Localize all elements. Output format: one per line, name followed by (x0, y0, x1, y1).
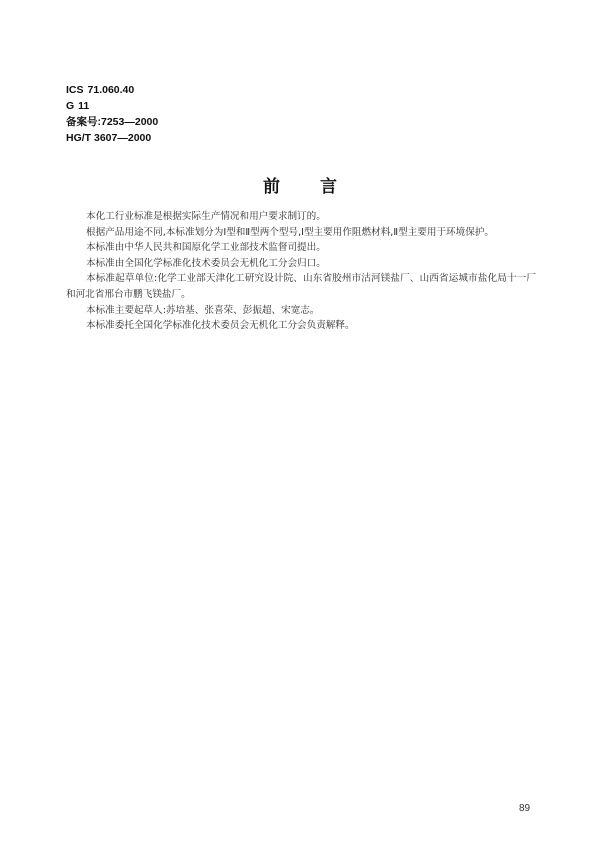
record-number-line (66, 114, 158, 130)
classification-line (66, 98, 158, 114)
page-title: 前言 (263, 177, 377, 197)
paragraph-purpose: 本化工行业标准是根据实际生产情况和用户要求制订的。 (86, 211, 326, 222)
record-number-label: 备案号: (66, 116, 101, 128)
standard-code: HG/T 3607—2000 (66, 132, 152, 144)
paragraph-interpretation: 本标准委托全国化学标准化技术委员会无机化工分会负责解释。 (86, 320, 355, 332)
paragraph-drafters: 本标准主要起草人:苏培基、张喜荣、彭振超、宋宽志。 (86, 304, 320, 316)
paragraph-proposer: 本标准由中华人民共和国原化学工业部技术监督司提出。 (86, 242, 326, 254)
paragraph-drafting-units: 本标准起草单位:化学工业部天津化工研究设计院、山东省胶州市沽河镁盐厂、山西省运城市盐化局十一厂和河北省邢台市鹏飞镁盐厂。 (66, 273, 536, 300)
record-number-value: 7253—2000 (101, 116, 159, 128)
paragraph-types: 根据产品用途不同,本标准划分为Ⅰ型和Ⅱ型两个型号,Ⅰ型主要用作阻燃材料,Ⅱ型主要用于环境保护。 (86, 226, 495, 238)
document-metadata (66, 82, 158, 146)
classification-code: 11 (78, 100, 90, 112)
ics-line (66, 82, 158, 98)
standard-code-line (66, 130, 158, 146)
classification-label: G (66, 100, 75, 112)
ics-label: ICS (66, 84, 84, 96)
paragraph-administrator: 本标准由全国化学标准化技术委员会无机化工分会归口。 (86, 257, 326, 269)
foreword-body (66, 209, 536, 334)
page-number: 89 (519, 803, 531, 814)
ics-code: 71.060.40 (87, 84, 135, 96)
